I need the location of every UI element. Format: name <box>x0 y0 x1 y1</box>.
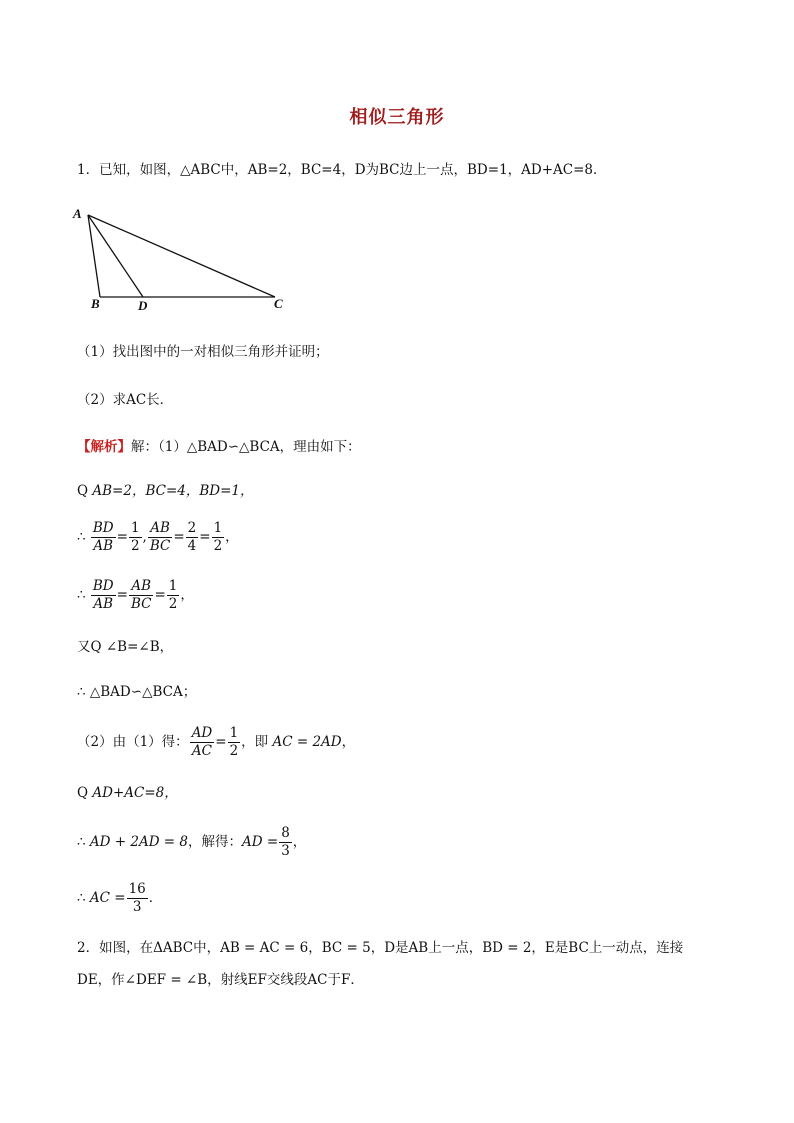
fraction-ab-bc-2: $\frac{AB}{BC}$ <box>130 578 152 612</box>
fraction-1-2: $\frac{1}{2}$ <box>130 520 140 554</box>
question-1-part-2: （2）求AC长． <box>77 392 174 408</box>
because-symbol: Q <box>77 483 89 499</box>
fraction-16-3: $\frac{16}{3}$ <box>128 881 146 915</box>
solution-line-8: ∴ AD + 2AD = 8，解得：AD = $\frac{8}{3}$ ， <box>77 825 307 859</box>
solution-line-1-text: AB=2，BC=4，BD=1， <box>92 483 254 499</box>
fraction-2-4: $\frac{2}{4}$ <box>187 520 197 554</box>
solution-line-5: ∴ △BAD∽△BCA； <box>77 684 197 700</box>
fraction-ad-ac: $\frac{AD}{AC}$ <box>191 725 213 759</box>
solution-line-9: ∴ AC = $\frac{16}{3}$ ． <box>77 881 163 915</box>
fraction-1-2-c: $\frac{1}{2}$ <box>168 578 178 612</box>
label-A: A <box>73 206 82 221</box>
label-D: D <box>138 298 148 313</box>
solution-tag: 【解析】 <box>77 439 131 455</box>
question-1-part-1: （1）找出图中的一对相似三角形并证明； <box>77 344 329 360</box>
fraction-bd-ab: $\frac{BD}{AB}$ <box>92 520 114 554</box>
solution-line-4: 又Q ∠B=∠B， <box>77 639 174 655</box>
label-B: B <box>91 296 100 311</box>
fraction-1-2-b: $\frac{1}{2}$ <box>213 520 223 554</box>
fraction-ab-bc: $\frac{AB}{BC}$ <box>149 520 171 554</box>
segment-AB <box>88 215 100 297</box>
fraction-8-3: $\frac{8}{3}$ <box>281 825 290 859</box>
question-1-stem: 1．已知，如图，△ABC中，AB=2，BC=4，D为BC边上一点，BD=1，AD+AC=8． <box>77 162 607 178</box>
solution-line-3: ∴ $\frac{BD}{AB}$ = $\frac{AB}{BC}$ = $\frac{1}{2}$ ， <box>77 578 194 612</box>
question-2-line-1: 2．如图，在ΔABC中，AB = AC = 6，BC = 5，D是AB上一点，BD = 2，E是BC上一动点，连接 <box>77 940 684 956</box>
label-C: C <box>274 296 283 311</box>
question-2-line-2: DE，作∠DEF = ∠B，射线EF交线段AC于F． <box>77 972 364 988</box>
page-title: 相似三角形 <box>349 107 445 128</box>
solution-line-7: Q AD+AC=8， <box>77 785 178 801</box>
solution-line-1 <box>77 481 254 501</box>
fraction-1-2-d: $\frac{1}{2}$ <box>229 725 239 759</box>
solution-line-6: （2）由（1）得： $\frac{AD}{AC}$ = $\frac{1}{2}$ ，即 AC = 2AD， <box>77 725 356 759</box>
solution-intro: 解：（1）△BAD∽△BCA，理由如下： <box>131 439 361 455</box>
therefore-symbol: ∴ <box>77 529 86 545</box>
triangle-figure <box>70 205 300 315</box>
solution-line-2: ∴ $\frac{BD}{AB}$ = $\frac{1}{2}$ , $\frac{AB}{BC}$ = $\frac{2}{4}$ = $\frac{1}{2}$ ， <box>77 520 239 554</box>
solution-intro-line <box>77 437 361 457</box>
fraction-bd-ab-2: $\frac{BD}{AB}$ <box>92 578 114 612</box>
